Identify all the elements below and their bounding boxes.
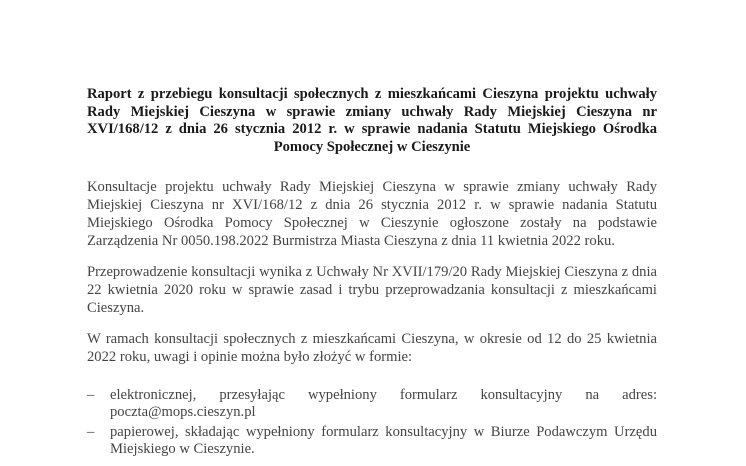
document-title: Raport z przebiegu konsultacji społecznych z mieszkańcami Cieszyna projektu uchwały Rady Miejskiej Cieszyna w sprawie zmiany uchwały Rady Miejskiej Cieszyna nr XVI/168/12 z dnia 26 stycznia 2012 r. w sprawie nadania Statutu Miejskiego Ośrodka Pomocy Społecznej w Cieszynie	[87, 86, 657, 155]
paragraph-submission-forms: W ramach konsultacji społecznych z mieszkańcami Cieszyna, w okresie od 12 do 25 kwietnia 2022 roku, uwagi i opinie można było złożyć w formie:	[87, 331, 657, 365]
submission-forms-list	[87, 387, 657, 461]
paragraph-legal-basis: Przeprowadzenie konsultacji wynika z Uchwały Nr XVII/179/20 Rady Miejskiej Cieszyna z dnia 22 kwietnia 2020 roku w sprawie zasad i trybu przeprowadzania konsultacji z mieszkańcami Cieszyna.	[87, 264, 657, 316]
dash-bullet: –	[87, 424, 95, 440]
dash-bullet: –	[87, 387, 95, 403]
list-item-text: elektronicznej, przesyłając wypełniony formularz konsultacyjny na adres: poczta@mops.cieszyn.pl	[110, 387, 657, 420]
paragraph-consultation-announcement: Konsultacje projektu uchwały Rady Miejskiej Cieszyna w sprawie zmiany uchwały Rady Miejskiej Cieszyna nr XVI/168/12 z dnia 26 stycznia 2012 r. w sprawie nadania Statutu Miejskiego Ośrodka Pomocy Społecznej w Cieszynie ogłoszone zostały na podstawie Zarządzenia Nr 0050.198.2022 Burmistrza Miasta Cieszyna z dnia 11 kwietnia 2022 roku.	[87, 179, 657, 249]
list-item	[87, 424, 657, 458]
list-item-text: papierowej, składając wypełniony formularz konsultacyjny w Biurze Podawczym Urzędu Miejskiego w Cieszynie.	[110, 424, 657, 457]
list-item	[87, 387, 657, 421]
